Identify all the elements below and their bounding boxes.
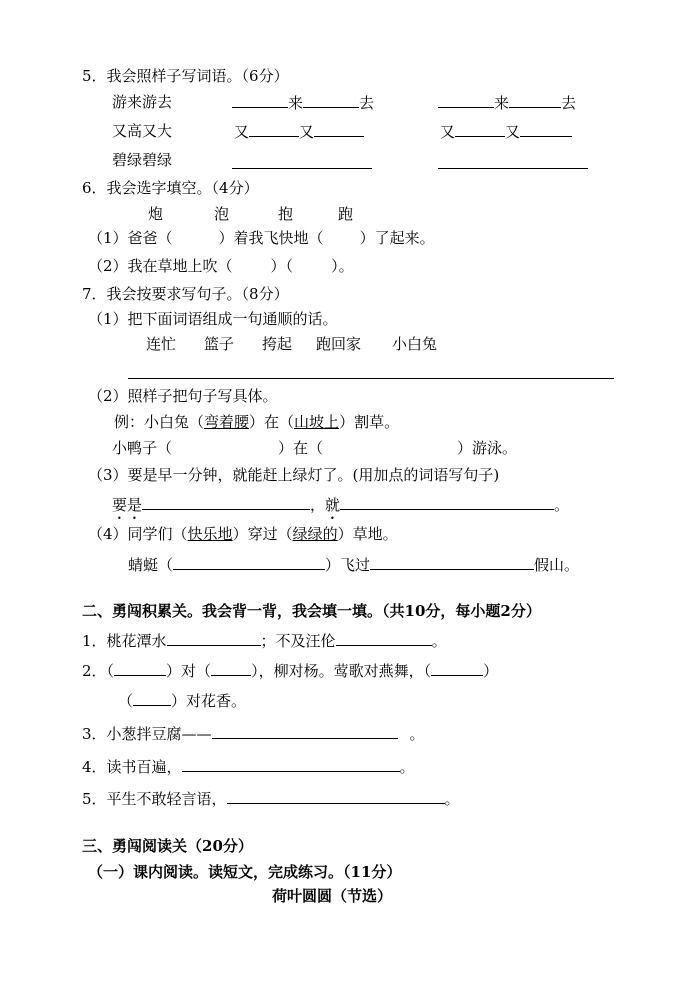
blank[interactable] [182,756,400,772]
blank[interactable] [431,660,483,676]
q7-underlined-phrase: 快乐地 [187,525,233,543]
q6-char-options [148,204,353,224]
q7-dotted-word: 要是 [112,496,143,514]
blank[interactable] [173,554,325,570]
q7-word: 小白兔 [392,335,438,353]
q7-text: 假山。 [534,556,580,574]
sec2-line-2 [82,660,498,681]
q7-text: ）在（ [249,413,295,431]
q5-blank-row2-b [440,121,572,142]
q5-blank-row2-a [234,121,364,142]
q7-title: 7．我会按要求写句子。（8分） [82,285,289,303]
blank[interactable] [249,121,299,137]
q7-text: ）游泳。 [457,439,518,457]
q6-text: （2）我在草地上吹（ [88,257,233,275]
sec2-text: 5．平生不敢轻言语， [82,790,227,808]
q6-char: 泡 [214,205,230,223]
blank[interactable] [520,121,572,137]
q7-text: ）在（ [278,439,324,457]
q7-text: ）飞过 [325,556,371,574]
sec2-text: 4．读书百遍， [82,758,182,776]
blank[interactable] [212,723,398,739]
q6-title: 6．我会选字填空。（4分） [82,179,259,197]
q6-text: ）了起来。 [359,229,435,247]
q7-text: 例：小白兔（ [114,413,205,431]
q7-text: ）割草。 [339,413,400,431]
q5-blank-row1-b [438,92,576,113]
blank[interactable] [114,660,166,676]
q5-example-3: 碧绿碧绿 [112,151,173,169]
sec2-text: 3．小葱拌豆腐—— [82,725,212,743]
section3-title: 三、勇闯阅读关（20分） [82,837,253,855]
sec2-line-5 [82,788,460,809]
sec2-line-3 [82,723,425,744]
blank[interactable] [509,92,561,108]
sec2-text: 2．（ [82,662,115,680]
q5-char: 去 [359,94,375,112]
q7-part3: （3）要是早一分钟，就能赶上绿灯了。(用加点的词语写句子) [88,466,500,484]
q5-answer-line[interactable] [232,168,372,169]
q7-word: 连忙 [146,335,177,353]
blank[interactable] [370,554,534,570]
q7-part3-answer [112,494,569,523]
q6-text: ）。 [331,257,354,275]
q5-example-2: 又高又大 [112,122,173,140]
q7-word: 篮子 [204,335,235,353]
sec2-line-1 [82,630,447,651]
blank[interactable] [340,494,554,510]
sec2-text: 。 [444,790,460,808]
q7-part1: （1）把下面词语组成一句通顺的话。 [88,310,338,328]
blank[interactable] [211,660,251,676]
sec2-text: ）对（ [166,662,212,680]
q5-char: 又 [234,123,250,141]
q6-char: 炮 [148,205,164,223]
q7-word-list [146,334,437,354]
section2-title: 二、勇闯积累关。我会背一背，我会填一填。（共10分，每小题2分） [82,602,541,620]
q5-answer-line[interactable] [438,168,588,169]
q6-char: 抱 [278,205,294,223]
q7-duck-sentence [112,438,517,458]
q5-char: 来 [494,94,510,112]
blank[interactable] [227,788,445,804]
blank[interactable] [336,630,432,646]
q5-char: 去 [561,94,577,112]
q7-underlined-phrase: 弯着腰 [204,413,250,431]
q6-text: ）着我飞快地（ [218,229,324,247]
q5-char: 来 [288,94,304,112]
blank[interactable] [167,630,261,646]
q7-text: 蜻蜓（ [128,556,174,574]
sec2-text: 。 [431,632,447,650]
q7-text: 小鸭子（ [112,439,173,457]
sec2-text: ）对花香。 [171,692,247,710]
q7-word: 跑回家 [316,335,362,353]
blank[interactable] [142,494,310,510]
q6-text: （1）爸爸（ [88,229,173,247]
q7-part2: （2）照样子把句子写具体。 [88,387,278,405]
passage-title: 荷叶圆圆（节选） [272,887,393,905]
q7-text: ）草地。 [337,525,398,543]
q5-title: 5．我会照样子写词语。（6分） [82,67,289,85]
sec2-text: ），柳对杨。莺歌对燕舞，（ [251,662,432,680]
sec2-text: 。 [399,758,415,776]
q6-char: 跑 [338,205,354,223]
section3-subtitle: （一）课内阅读。读短文，完成练习。（11分） [88,863,402,881]
q7-underlined-phrase: 山坡上 [294,413,340,431]
blank[interactable] [133,690,171,706]
q7-text: 。 [554,496,570,514]
sec2-line-4 [82,756,415,777]
blank[interactable] [455,121,505,137]
blank[interactable] [438,92,494,108]
sec2-text: 。 [409,725,425,743]
q7-text: （4）同学们（ [88,525,188,543]
sec2-line-2-cont [118,690,246,711]
blank[interactable] [303,92,359,108]
q5-blank-row1-a [232,92,374,113]
sec2-text: ；不及汪伦 [260,632,336,650]
q7-example [114,412,399,432]
q5-char: 又 [505,123,521,141]
q5-example-1: 游来游去 [112,93,173,111]
sec2-text: （ [118,692,134,710]
sec2-text: ） [483,662,499,680]
q7-answer-line[interactable] [128,378,614,379]
blank[interactable] [314,121,364,137]
blank[interactable] [232,92,288,108]
q7-dotted-word: ，就 [310,496,341,514]
q7-underlined-phrase: 绿绿的 [292,525,338,543]
q5-char: 又 [440,123,456,141]
q7-text: ）穿过（ [232,525,293,543]
q7-dragonfly-sentence [128,554,579,575]
q7-part4 [88,524,398,544]
q6-text: ）（ [270,257,294,275]
q6-sentence-2 [88,256,354,276]
q7-word: 挎起 [262,335,293,353]
sec2-text: 1．桃花潭水 [82,632,167,650]
q6-sentence-1 [88,228,435,248]
q5-char: 又 [299,123,315,141]
